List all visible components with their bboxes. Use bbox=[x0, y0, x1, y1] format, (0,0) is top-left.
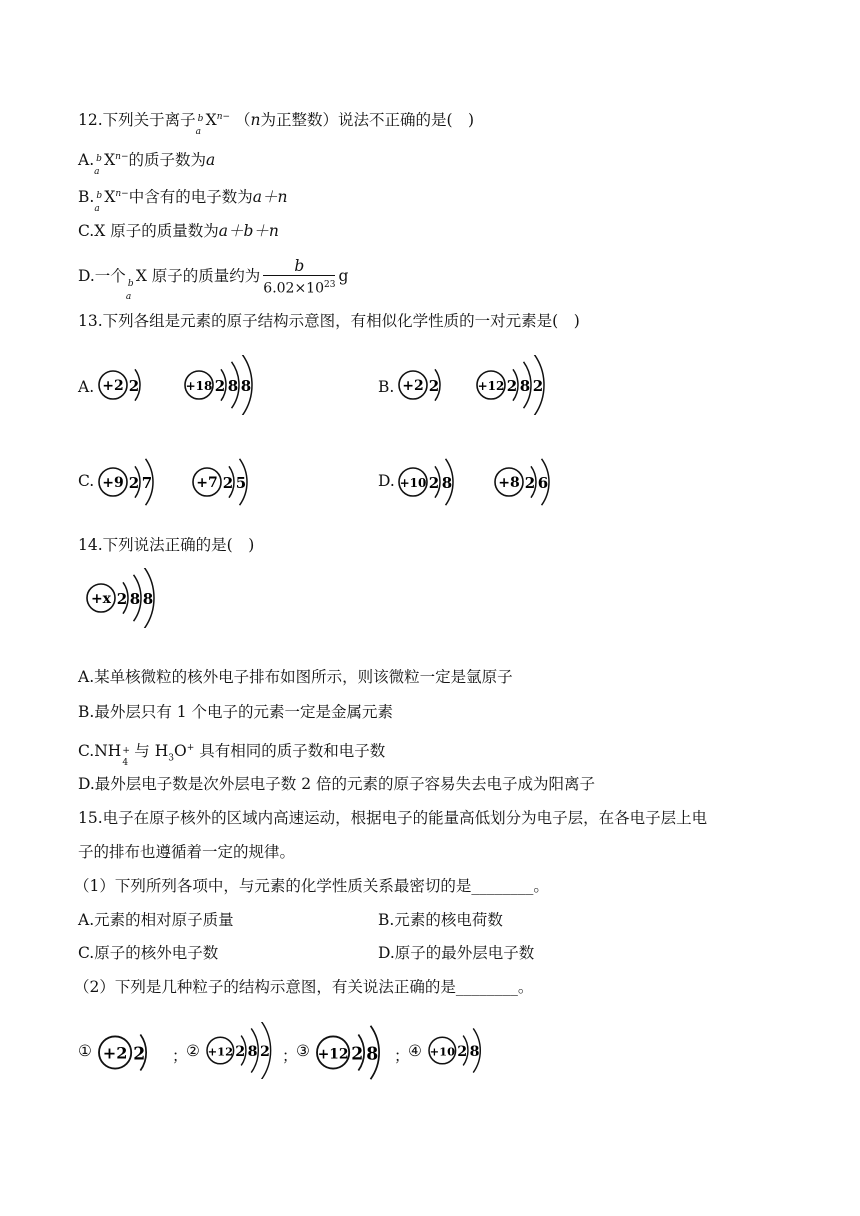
nuclear-charge: +9 bbox=[102, 475, 124, 491]
option-text: D.一个 bbox=[78, 267, 126, 285]
atomic-number: a bbox=[94, 167, 100, 178]
shell-electron-count: 2 bbox=[524, 474, 536, 492]
atom-structure-diagram bbox=[492, 452, 563, 512]
shell-electron-count: 2 bbox=[214, 377, 226, 395]
shell-electron-count: 2 bbox=[128, 474, 140, 492]
q12-option-d bbox=[78, 256, 349, 302]
q14-option-b: B.最外层只有 1 个电子的元素一定是金属元素 bbox=[78, 703, 394, 721]
shell-electron-count: 2 bbox=[235, 1044, 246, 1061]
count-sub: 4 bbox=[122, 758, 129, 769]
shell-electron-count: 2 bbox=[428, 474, 440, 492]
formula-h: H bbox=[154, 742, 169, 761]
formula-nh: NH bbox=[94, 742, 122, 761]
shell-electron-count: 8 bbox=[247, 1044, 258, 1061]
atom-structure-diagram bbox=[96, 355, 154, 415]
q12-stem-n: n bbox=[250, 111, 261, 130]
shell-electron-count: 2 bbox=[222, 474, 234, 492]
shell-electron-count: 2 bbox=[128, 377, 140, 395]
shell-electron-count: 8 bbox=[129, 590, 141, 608]
nuclear-charge: +10 bbox=[399, 476, 427, 490]
option-label: B. bbox=[78, 188, 95, 207]
mass-number: b bbox=[127, 279, 134, 289]
nuclear-charge: +10 bbox=[429, 1044, 456, 1059]
q12-stem-paren: （ bbox=[234, 111, 251, 130]
shell-electron-count: 2 bbox=[133, 1044, 146, 1065]
option-text: 与 bbox=[134, 742, 150, 761]
option-text: X 原子的质量约为 bbox=[135, 267, 261, 285]
formula-o: O bbox=[173, 742, 187, 761]
formula-script bbox=[121, 741, 130, 769]
option-label: C. bbox=[78, 742, 95, 761]
denominator-base: 6.02×10 bbox=[263, 280, 324, 297]
q12-isotope bbox=[94, 187, 104, 215]
q12-isotope bbox=[195, 110, 206, 138]
shell-electron-count: 7 bbox=[141, 474, 153, 492]
shell-electron-count: 2 bbox=[506, 377, 518, 395]
particle-number-mark: ② bbox=[186, 1042, 200, 1060]
mass-fraction bbox=[263, 257, 335, 298]
shell-electron-count: 8 bbox=[227, 377, 239, 395]
atomic-number: a bbox=[195, 127, 202, 138]
shell-electron-count: 5 bbox=[235, 474, 247, 492]
atom-structure-diagram bbox=[96, 452, 167, 512]
shell-electron-count: 8 bbox=[240, 377, 252, 395]
q13-stem: 13.下列各组是元素的原子结构示意图，有相似化学性质的一对元素是( ) bbox=[78, 312, 580, 330]
nuclear-charge: +12 bbox=[317, 1046, 349, 1063]
q14-option-d: D.最外层电子数是次外层电子数 2 倍的元素的原子容易失去电子成为阳离子 bbox=[78, 775, 596, 793]
q12-option-b bbox=[78, 183, 288, 215]
charge-sup: + bbox=[186, 743, 195, 753]
q13-option-label: C. bbox=[78, 472, 95, 490]
atom-structure-diagram bbox=[426, 1022, 494, 1079]
option-value: a＋b＋n bbox=[218, 222, 279, 240]
shell-electron-count: 8 bbox=[441, 474, 453, 492]
element-symbol: X bbox=[104, 188, 116, 207]
q12-stem-tail: 为正整数）说法不正确的是( ) bbox=[260, 111, 475, 130]
particle-number-mark: ① bbox=[78, 1042, 92, 1060]
q15-stem-line2: 子的排布也遵循着一定的规律。 bbox=[78, 843, 296, 861]
q15-sub1-option-b: B.元素的核电荷数 bbox=[378, 911, 503, 929]
nuclear-charge: +2 bbox=[402, 378, 424, 394]
shell-electron-count: 8 bbox=[519, 377, 531, 395]
option-value: a bbox=[206, 151, 216, 170]
atom-structure-diagram bbox=[84, 568, 168, 628]
q12-isotope bbox=[125, 266, 136, 302]
nuclear-charge: +x bbox=[90, 591, 112, 607]
atom-structure-diagram bbox=[314, 1018, 395, 1087]
separator: ； bbox=[172, 1047, 188, 1065]
q13-option-label: D. bbox=[378, 472, 395, 490]
option-text: 具有相同的质子数和电子数 bbox=[199, 742, 386, 761]
ion-charge: n− bbox=[216, 112, 231, 122]
q12-option-a bbox=[78, 146, 216, 178]
fraction-numerator: b bbox=[263, 257, 335, 276]
particle-number-mark: ③ bbox=[296, 1042, 310, 1060]
shell-electron-count: 2 bbox=[116, 590, 128, 608]
ion-charge: n− bbox=[115, 152, 129, 162]
q14-option-a: A.某单核微粒的核外电子排布如图所示，则该微粒一定是氩原子 bbox=[78, 668, 513, 686]
q12-stem bbox=[78, 106, 475, 138]
shell-electron-count: 8 bbox=[142, 590, 154, 608]
atom-structure-diagram bbox=[96, 1018, 162, 1087]
element-symbol: X bbox=[104, 151, 116, 170]
q13-option-label: A. bbox=[78, 378, 95, 396]
q15-sub1: （1）下列所列各项中，与元素的化学性质关系最密切的是________。 bbox=[74, 877, 549, 895]
shell-electron-count: 8 bbox=[366, 1044, 379, 1065]
count-sub: 3 bbox=[168, 753, 174, 764]
atom-structure-diagram bbox=[396, 355, 454, 415]
fraction-denominator bbox=[263, 276, 335, 298]
shell-electron-count: 2 bbox=[532, 377, 544, 395]
option-text: 中含有的电子数为 bbox=[128, 188, 253, 207]
q12-option-c bbox=[78, 220, 279, 242]
shell-electron-count: 2 bbox=[351, 1044, 364, 1065]
option-text: 的质子数为 bbox=[128, 151, 207, 170]
mass-number: b bbox=[197, 114, 204, 125]
atom-structure-diagram bbox=[190, 452, 261, 512]
shell-electron-count: 8 bbox=[469, 1044, 480, 1061]
atom-structure-diagram bbox=[396, 452, 467, 512]
atom-structure-diagram bbox=[204, 1022, 284, 1079]
shell-electron-count: 2 bbox=[457, 1044, 468, 1061]
unit: g bbox=[338, 267, 349, 285]
shell-electron-count: 2 bbox=[428, 377, 440, 395]
option-value: a＋n bbox=[252, 188, 288, 207]
charge-sup: + bbox=[122, 746, 130, 757]
option-text: C.X 原子的质量数为 bbox=[78, 222, 219, 240]
denominator-exponent: 23 bbox=[324, 279, 336, 290]
q15-sub1-option-c: C.原子的核外电子数 bbox=[78, 944, 219, 962]
q14-option-c bbox=[78, 737, 385, 769]
atomic-number: a bbox=[94, 204, 100, 215]
q15-sub2: （2）下列是几种粒子的结构示意图，有关说法正确的是________。 bbox=[74, 978, 534, 996]
nuclear-charge: +8 bbox=[498, 475, 520, 491]
ion-charge: n− bbox=[115, 189, 129, 199]
nuclear-charge: +12 bbox=[477, 379, 505, 393]
q15-sub1-option-d: D.原子的最外层电子数 bbox=[378, 944, 535, 962]
q15-stem-line1: 15.电子在原子核外的区域内高速运动，根据电子的能量高低划分为电子层，在各电子层上电 bbox=[78, 809, 708, 827]
option-label: A. bbox=[78, 151, 95, 170]
shell-electron-count: 6 bbox=[537, 474, 549, 492]
separator: ； bbox=[394, 1047, 410, 1065]
atom-structure-diagram bbox=[182, 355, 266, 415]
q15-sub1-option-a: A.元素的相对原子质量 bbox=[78, 911, 234, 929]
nuclear-charge: +2 bbox=[102, 378, 124, 394]
q13-option-label: B. bbox=[378, 378, 395, 396]
element-symbol: X bbox=[205, 111, 217, 130]
separator: ； bbox=[282, 1047, 298, 1065]
mass-number: b bbox=[96, 191, 103, 202]
q14-stem: 14.下列说法正确的是( ) bbox=[78, 536, 255, 554]
nuclear-charge: +18 bbox=[185, 379, 213, 393]
atom-structure-diagram bbox=[474, 355, 558, 415]
nuclear-charge: +2 bbox=[102, 1043, 128, 1063]
shell-electron-count: 2 bbox=[259, 1044, 270, 1061]
q12-stem-text: 12.下列关于离子 bbox=[78, 111, 196, 130]
particle-number-mark: ④ bbox=[408, 1042, 422, 1060]
nuclear-charge: +12 bbox=[207, 1044, 234, 1059]
mass-number: b bbox=[96, 154, 102, 165]
atomic-number: a bbox=[125, 292, 132, 302]
nuclear-charge: +7 bbox=[196, 475, 218, 491]
q12-isotope bbox=[94, 150, 104, 178]
